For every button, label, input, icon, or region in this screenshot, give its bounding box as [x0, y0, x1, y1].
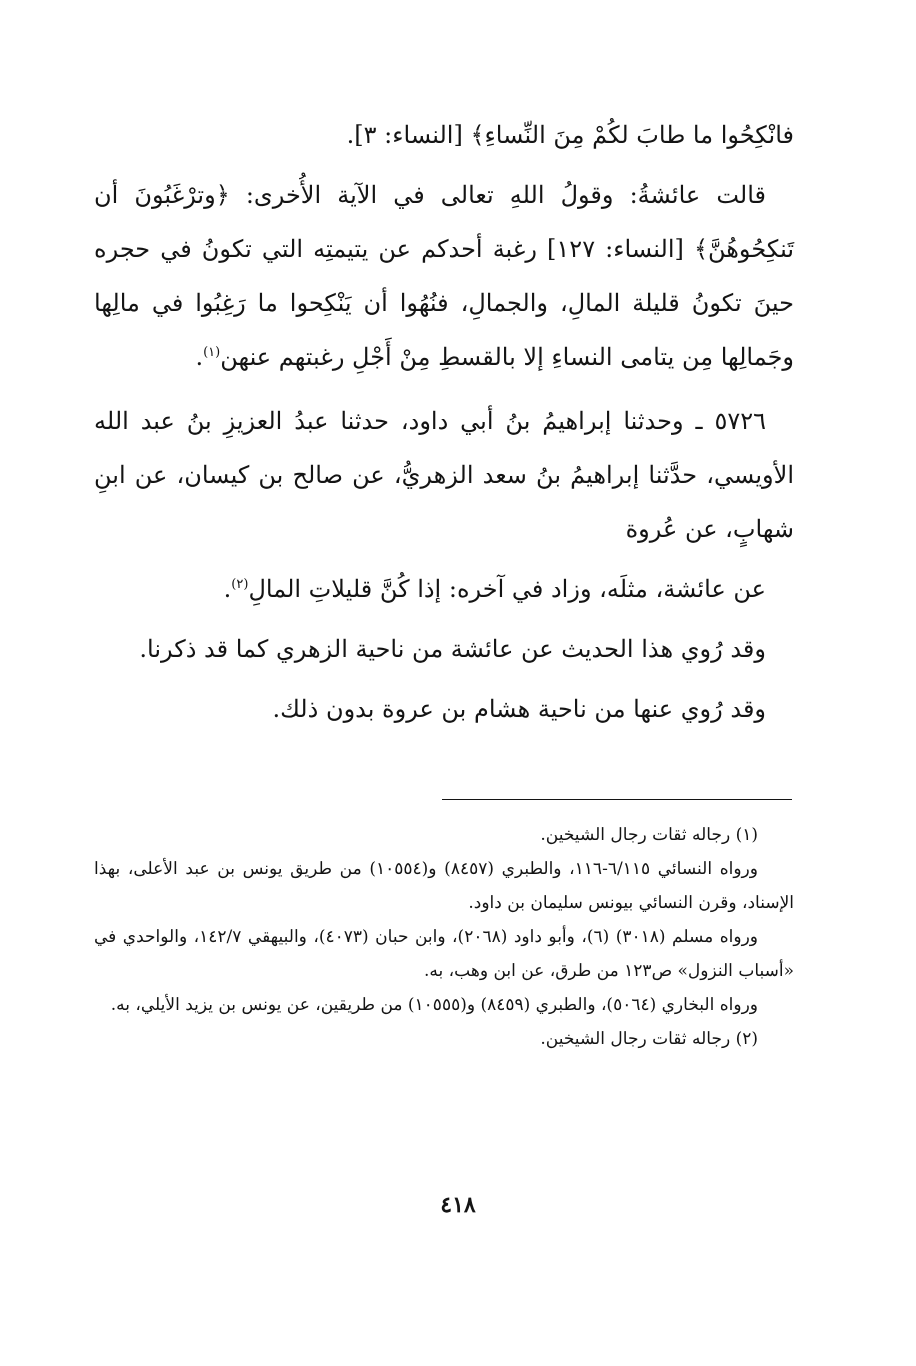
aisha-commentary-paragraph: قالت عائشةُ: وقولُ اللهِ تعالى في الآية الأُخرى: ﴿وترْغَبُونَ أن تَنكِحُوهُنَّ﴾ [النساء: ١٢٧] رغبة أحدكم عن يتيمتِه التي تكونُ في حجره حينَ تكونُ قليلة المالِ، والجمالِ، فنُهُوا أن يَنْكِحوا ما رَغِبُوا في مالِها وجَمالِها مِن يتامى النساءِ إلا بالقسطِ مِنْ أَجْلِ رغبتهم عنهن$^{(١)}$. [94, 181, 794, 371]
footnote-1-muslim: ورواه مسلم (٣٠١٨) (٦)، وأبو داود (٢٠٦٨)، وابن حبان (٤٠٧٣)، والبيهقي ١٤٢/٧، والواحدي في «أسباب النزول» ص١٢٣ من طرق، عن ابن وهب، به. [94, 927, 794, 981]
commentary-hisham: وقد رُوي عنها من ناحية هشام بن عروة بدون ذلك. [272, 695, 766, 723]
aisha-commentary-text: قالت عائشةُ: وقولُ اللهِ تعالى في الآية الأُخرى: ﴿وترْغَبُونَ أن تَنكِحُوهُنَّ﴾ [النساء: ١٢٧] رغبة أحدكم عن يتيمتِه التي تكونُ في حجره حينَ تكونُ قليلة المالِ، والجمالِ، فنُهُوا أن يَنْكِحوا ما رَغِبُوا في مالِها وجَمالِها مِن يتامى النساءِ إلا بالقسطِ مِنْ أَجْلِ رغبتهم عنهن [94, 181, 794, 371]
footnote-1-nasai: ورواه النسائي ٦/١١٥-١١٦، والطبري (٨٤٥٧) و(١٠٥٥٤) من طريق يونس بن عبد الأعلى، بهذا الإسناد، وقرن النسائي بيونس سليمان بن داود. [94, 859, 794, 913]
footnote-ref-1[interactable]: (١) [203, 345, 221, 360]
footnote-separator [442, 799, 792, 800]
quran-verse-continuation: فانْكِحُوا ما طابَ لكُمْ مِنَ النِّساءِ﴾ [النساء: ٣]. [346, 121, 794, 149]
footnote-2: (٢) رجاله ثقات رجال الشيخين. [540, 1029, 758, 1049]
hadith-5726-matn-text: عن عائشة، مثلَه، وزاد في آخره: إذا كُنَّ قليلاتِ المالِ [248, 575, 766, 603]
commentary-zuhri: وقد رُوي هذا الحديث عن عائشة من ناحية الزهري كما قد ذكرنا. [139, 635, 766, 663]
main-text [94, 108, 794, 736]
hadith-5726-isnad: ٥٧٢٦ ـ وحدثنا إبراهيمُ بنُ أبي داود، حدثنا عبدُ العزيزِ بنُ عبد الله الأويسي، حدَّثنا إبراهيمُ بنُ سعد الزهريُّ، عن صالح بن كيسان، عن ابنِ شهابٍ، عن عُروة [94, 407, 795, 543]
footnote-1-bukhari: ورواه البخاري (٥٠٦٤)، والطبري (٨٤٥٩) و(١٠٥٥٥) من طريقين، عن يونس بن يزيد الأيلي، به. [110, 995, 758, 1015]
footnote-1: (١) رجاله ثقات رجال الشيخين. [540, 825, 758, 845]
hadith-5726-matn: عن عائشة، مثلَه، وزاد في آخره: إذا كُنَّ قليلاتِ المالِ$^{(٢)}$. [223, 575, 766, 603]
footnotes [94, 818, 794, 1056]
footnote-ref-2[interactable]: (٢) [231, 577, 249, 592]
page-number: ٤١٨ [440, 1192, 476, 1218]
